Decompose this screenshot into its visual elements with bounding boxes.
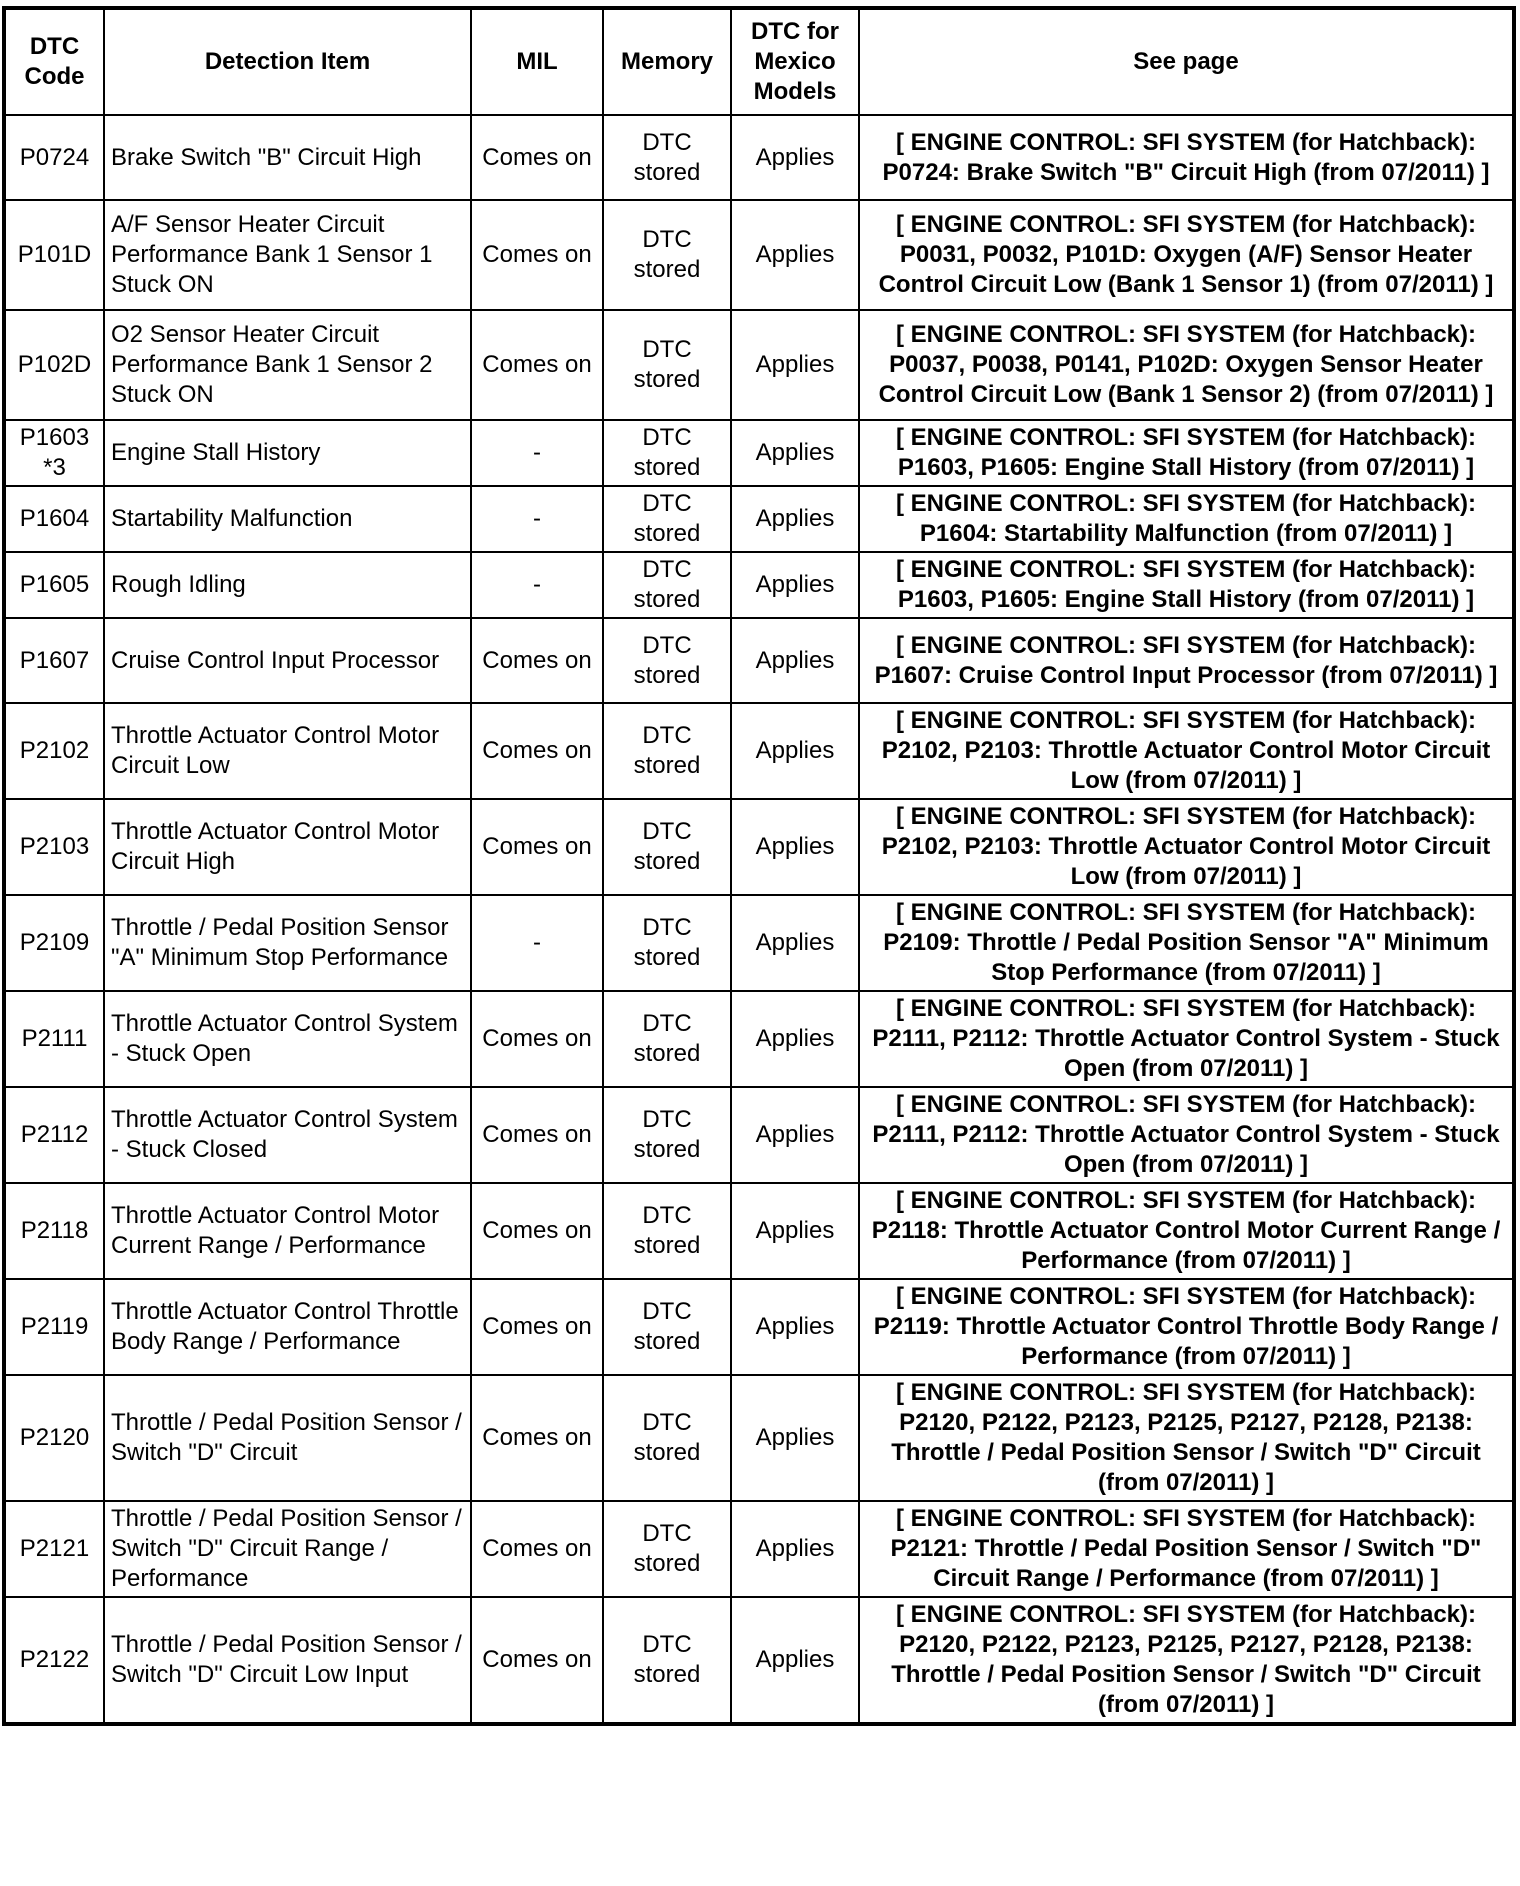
detection-item: Cruise Control Input Processor [104, 618, 471, 703]
mil-status: Comes on [471, 310, 603, 420]
memory-status: DTC stored [603, 799, 731, 895]
see-page-link[interactable]: [ ENGINE CONTROL: SFI SYSTEM (for Hatchback): P2109: Throttle / Pedal Position Sensor "A" Minimum Stop Performance (from 07/2011) ] [859, 895, 1514, 991]
mexico-applies: Applies [731, 1375, 859, 1501]
see-page-link[interactable]: [ ENGINE CONTROL: SFI SYSTEM (for Hatchback): P0031, P0032, P101D: Oxygen (A/F) Sensor Heater Control Circuit Low (Bank 1 Sensor 1) (from 07/2011) ] [859, 200, 1514, 310]
dtc-code: P2112 [4, 1087, 104, 1183]
mil-status: Comes on [471, 115, 603, 200]
see-page-link[interactable]: [ ENGINE CONTROL: SFI SYSTEM (for Hatchback): P2111, P2112: Throttle Actuator Control System - Stuck Open (from 07/2011) ] [859, 991, 1514, 1087]
see-page-link[interactable]: [ ENGINE CONTROL: SFI SYSTEM (for Hatchback): P1603, P1605: Engine Stall History (from 07/2011) ] [859, 552, 1514, 618]
table-row [4, 1087, 1514, 1183]
memory-status: DTC stored [603, 703, 731, 799]
memory-status: DTC stored [603, 552, 731, 618]
detection-item: Throttle / Pedal Position Sensor "A" Minimum Stop Performance [104, 895, 471, 991]
detection-item: Throttle Actuator Control System - Stuck Closed [104, 1087, 471, 1183]
memory-status: DTC stored [603, 1597, 731, 1724]
see-page-link[interactable]: [ ENGINE CONTROL: SFI SYSTEM (for Hatchback): P2121: Throttle / Pedal Position Sensor / Switch "D" Circuit Range / Performance (from 07/2011) ] [859, 1501, 1514, 1597]
mexico-applies: Applies [731, 420, 859, 486]
memory-status: DTC stored [603, 1087, 731, 1183]
table-row [4, 1375, 1514, 1501]
dtc-table [2, 6, 1516, 1726]
see-page-link[interactable]: [ ENGINE CONTROL: SFI SYSTEM (for Hatchback): P2118: Throttle Actuator Control Motor Current Range / Performance (from 07/2011) ] [859, 1183, 1514, 1279]
table-row [4, 200, 1514, 310]
mexico-applies: Applies [731, 1501, 859, 1597]
mexico-applies: Applies [731, 991, 859, 1087]
mil-status: Comes on [471, 1597, 603, 1724]
memory-status: DTC stored [603, 895, 731, 991]
detection-item: Brake Switch "B" Circuit High [104, 115, 471, 200]
mil-status: Comes on [471, 618, 603, 703]
detection-item: A/F Sensor Heater Circuit Performance Bank 1 Sensor 1 Stuck ON [104, 200, 471, 310]
mexico-applies: Applies [731, 799, 859, 895]
dtc-code: P2120 [4, 1375, 104, 1501]
table-row [4, 310, 1514, 420]
mil-status: Comes on [471, 799, 603, 895]
memory-status: DTC stored [603, 115, 731, 200]
detection-item: Throttle Actuator Control Motor Circuit High [104, 799, 471, 895]
see-page-link[interactable]: [ ENGINE CONTROL: SFI SYSTEM (for Hatchback): P2120, P2122, P2123, P2125, P2127, P2128, P2138: Throttle / Pedal Position Sensor / Switch "D" Circuit (from 07/2011) ] [859, 1597, 1514, 1724]
memory-status: DTC stored [603, 991, 731, 1087]
mil-status: Comes on [471, 1501, 603, 1597]
mexico-applies: Applies [731, 703, 859, 799]
see-page-link[interactable]: [ ENGINE CONTROL: SFI SYSTEM (for Hatchback): P1607: Cruise Control Input Processor (from 07/2011) ] [859, 618, 1514, 703]
mexico-applies: Applies [731, 895, 859, 991]
dtc-code: P2102 [4, 703, 104, 799]
header-mexico-models: DTC for Mexico Models [731, 8, 859, 115]
detection-item: Engine Stall History [104, 420, 471, 486]
memory-status: DTC stored [603, 486, 731, 552]
table-row [4, 618, 1514, 703]
see-page-link[interactable]: [ ENGINE CONTROL: SFI SYSTEM (for Hatchback): P2120, P2122, P2123, P2125, P2127, P2128, P2138: Throttle / Pedal Position Sensor / Switch "D" Circuit (from 07/2011) ] [859, 1375, 1514, 1501]
table-row [4, 1183, 1514, 1279]
memory-status: DTC stored [603, 1183, 731, 1279]
table-row [4, 703, 1514, 799]
mil-status: - [471, 552, 603, 618]
see-page-link[interactable]: [ ENGINE CONTROL: SFI SYSTEM (for Hatchback): P2102, P2103: Throttle Actuator Control Motor Circuit Low (from 07/2011) ] [859, 703, 1514, 799]
detection-item: Throttle / Pedal Position Sensor / Switch "D" Circuit Low Input [104, 1597, 471, 1724]
mexico-applies: Applies [731, 1183, 859, 1279]
detection-item: Startability Malfunction [104, 486, 471, 552]
detection-item: Throttle Actuator Control Motor Current Range / Performance [104, 1183, 471, 1279]
mexico-applies: Applies [731, 115, 859, 200]
mil-status: - [471, 895, 603, 991]
table-row [4, 991, 1514, 1087]
mexico-applies: Applies [731, 200, 859, 310]
dtc-code: P1603 *3 [4, 420, 104, 486]
table-body [4, 115, 1514, 1724]
mil-status: Comes on [471, 200, 603, 310]
dtc-code: P2111 [4, 991, 104, 1087]
dtc-code: P2103 [4, 799, 104, 895]
detection-item: Throttle Actuator Control Motor Circuit Low [104, 703, 471, 799]
memory-status: DTC stored [603, 200, 731, 310]
see-page-link[interactable]: [ ENGINE CONTROL: SFI SYSTEM (for Hatchback): P1604: Startability Malfunction (from 07/2011) ] [859, 486, 1514, 552]
see-page-link[interactable]: [ ENGINE CONTROL: SFI SYSTEM (for Hatchback): P2102, P2103: Throttle Actuator Control Motor Circuit Low (from 07/2011) ] [859, 799, 1514, 895]
table-row [4, 1597, 1514, 1724]
dtc-code: P1604 [4, 486, 104, 552]
mexico-applies: Applies [731, 310, 859, 420]
memory-status: DTC stored [603, 618, 731, 703]
table-row [4, 799, 1514, 895]
table-row [4, 420, 1514, 486]
header-memory: Memory [603, 8, 731, 115]
dtc-code: P102D [4, 310, 104, 420]
see-page-link[interactable]: [ ENGINE CONTROL: SFI SYSTEM (for Hatchback): P2111, P2112: Throttle Actuator Control System - Stuck Open (from 07/2011) ] [859, 1087, 1514, 1183]
table-row [4, 895, 1514, 991]
mil-status: Comes on [471, 1087, 603, 1183]
dtc-code: P2118 [4, 1183, 104, 1279]
dtc-code: P1607 [4, 618, 104, 703]
detection-item: Rough Idling [104, 552, 471, 618]
detection-item: O2 Sensor Heater Circuit Performance Bank 1 Sensor 2 Stuck ON [104, 310, 471, 420]
table-row [4, 486, 1514, 552]
mexico-applies: Applies [731, 1279, 859, 1375]
mil-status: Comes on [471, 991, 603, 1087]
mil-status: Comes on [471, 703, 603, 799]
mexico-applies: Applies [731, 1087, 859, 1183]
detection-item: Throttle Actuator Control System - Stuck Open [104, 991, 471, 1087]
mil-status: - [471, 420, 603, 486]
header-mil: MIL [471, 8, 603, 115]
memory-status: DTC stored [603, 1501, 731, 1597]
table-row [4, 1279, 1514, 1375]
memory-status: DTC stored [603, 310, 731, 420]
table-row [4, 1501, 1514, 1597]
header-row [4, 8, 1514, 115]
header-see-page: See page [859, 8, 1514, 115]
header-dtc-code: DTC Code [4, 8, 104, 115]
header-detection-item: Detection Item [104, 8, 471, 115]
memory-status: DTC stored [603, 1279, 731, 1375]
table-header [4, 8, 1514, 115]
dtc-code: P2122 [4, 1597, 104, 1724]
mil-status: Comes on [471, 1279, 603, 1375]
mexico-applies: Applies [731, 486, 859, 552]
table-row [4, 115, 1514, 200]
detection-item: Throttle / Pedal Position Sensor / Switch "D" Circuit Range / Performance [104, 1501, 471, 1597]
memory-status: DTC stored [603, 1375, 731, 1501]
see-page-link[interactable]: [ ENGINE CONTROL: SFI SYSTEM (for Hatchback): P0037, P0038, P0141, P102D: Oxygen Sensor Heater Control Circuit Low (Bank 1 Sensor 2) (from 07/2011) ] [859, 310, 1514, 420]
dtc-code: P101D [4, 200, 104, 310]
mexico-applies: Applies [731, 618, 859, 703]
see-page-link[interactable]: [ ENGINE CONTROL: SFI SYSTEM (for Hatchback): P2119: Throttle Actuator Control Throttle Body Range / Performance (from 07/2011) ] [859, 1279, 1514, 1375]
mil-status: Comes on [471, 1375, 603, 1501]
detection-item: Throttle / Pedal Position Sensor / Switch "D" Circuit [104, 1375, 471, 1501]
dtc-code: P0724 [4, 115, 104, 200]
memory-status: DTC stored [603, 420, 731, 486]
mil-status: - [471, 486, 603, 552]
table-row [4, 552, 1514, 618]
mexico-applies: Applies [731, 552, 859, 618]
dtc-code: P1605 [4, 552, 104, 618]
dtc-code: P2121 [4, 1501, 104, 1597]
dtc-code: P2119 [4, 1279, 104, 1375]
dtc-code: P2109 [4, 895, 104, 991]
mil-status: Comes on [471, 1183, 603, 1279]
see-page-link[interactable]: [ ENGINE CONTROL: SFI SYSTEM (for Hatchback): P0724: Brake Switch "B" Circuit High (from 07/2011) ] [859, 115, 1514, 200]
mexico-applies: Applies [731, 1597, 859, 1724]
see-page-link[interactable]: [ ENGINE CONTROL: SFI SYSTEM (for Hatchback): P1603, P1605: Engine Stall History (from 07/2011) ] [859, 420, 1514, 486]
detection-item: Throttle Actuator Control Throttle Body Range / Performance [104, 1279, 471, 1375]
